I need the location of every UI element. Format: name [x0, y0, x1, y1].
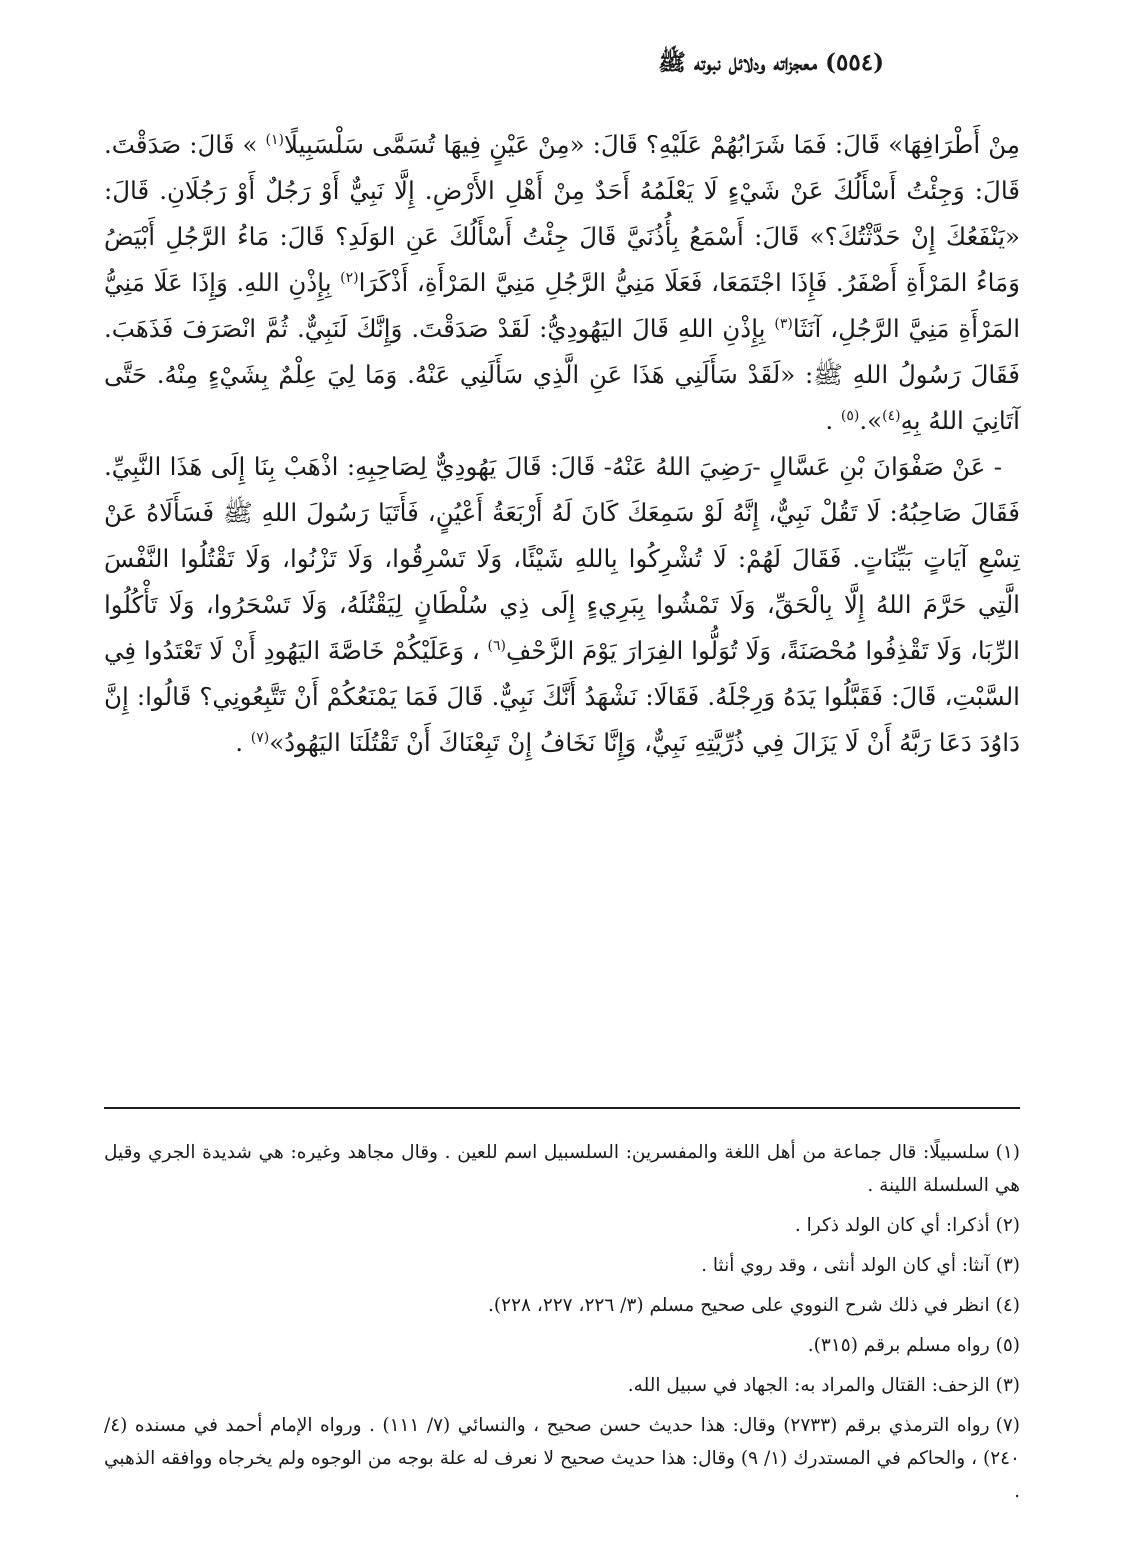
footnote-ref[interactable]: (١): [265, 131, 285, 148]
footnote-text: انظر في ذلك شرح النووي على صحيح مسلم (٣/ ٢٢٦، ٢٢٧، ٢٢٨).: [488, 1295, 990, 1316]
text-run: .: [235, 728, 251, 757]
footnote-ref[interactable]: (٦): [487, 637, 507, 654]
paragraph-continued: [104, 122, 1020, 444]
footnote: [104, 1409, 1020, 1508]
footnote-text: أذكرا: أي كان الولد ذكرا .: [794, 1215, 990, 1236]
text-run: ، وَعَلَيْكُمْ خَاصَّةَ اليَهُودِ أَنْ لَا تَعْتَدُوا فِي السَّبْتِ، قَالَ: فَقَبَّلُوا يَدَهُ وَرِجْلَهُ. فَقَالَا: نَشْهَدُ أَنَّكَ نَبِيٌّ. قَالَ فَمَا يَمْنَعُكُمْ أَنْ تَتَّبِعُونِي؟ قَالُوا: إِنَّ دَاوُدَ دَعَا رَبَّهُ أَنْ لَا يَزَالَ فِي ذُرِّيَّتِهِ نَبِيٌّ، وَإِنَّا نَخَافُ إِنْ تَبِعْنَاكَ أَنْ تَقْتُلَنَا اليَهُودُ»: [104, 636, 1020, 757]
footnote-ref[interactable]: (٤): [882, 407, 901, 424]
footnote-ref[interactable]: (٣): [774, 315, 793, 332]
footnote: [104, 1209, 1020, 1242]
footnotes-section: [104, 1136, 1020, 1515]
footnote-text: سلسبيلًا: قال جماعة من أهل اللغة والمفسرين: السلسبيل اسم للعين . وقال مجاهد وغيره: هي شديدة الجري وقيل هي السلسلة اللينة .: [104, 1142, 1020, 1196]
text-run: بِإِذْنِ اللهِ قَالَ اليَهُودِيُّ: لَقَدْ صَدَقْتَ. وَإِنَّكَ لَنَبِيٌّ. ثُمَّ انْصَرَفَ فَذَهَبَ. فَقَالَ رَسُولُ اللهِ ﷺ: «لَقَدْ سَأَلَنِي هَذَا عَنِ الَّذِي سَأَلَنِي عَنْهُ. وَمَا لِيَ عِلْمٌ بِشَيْءٍ مِنْهُ. حَتَّى آتَانِيَ اللهُ بِهِ: [104, 314, 1020, 435]
footnote: [104, 1369, 1020, 1402]
footnote: [104, 1329, 1020, 1362]
text-run: .: [825, 406, 841, 435]
footnote-number: (٢): [995, 1215, 1020, 1236]
text-run: ».: [859, 406, 883, 435]
footnote-separator: [104, 1107, 1020, 1109]
footnote-number: (٣): [995, 1375, 1020, 1396]
text-run: بِإِذْنِ اللهِ. وَإِذَا عَلَا مَنِيُّ المَرْأَةِ مَنِيَّ الرَّجُلِ، آنَثَا: [104, 268, 1020, 343]
footnote-number: (٤): [995, 1295, 1020, 1316]
text-run: مِنْ أَطْرَافِهَا» قَالَ: فَمَا شَرَابُهُمْ عَلَيْهِ؟ قَالَ: «مِنْ عَيْنٍ فِيهَا تُسَمَّى سَلْسَبِيلًا: [284, 130, 1020, 159]
footnote: [104, 1289, 1020, 1322]
footnote-number: (٧): [995, 1415, 1020, 1436]
footnote-text: رواه الترمذي برقم (٢٧٣٣) وقال: هذا حديث حسن صحيح ، والنسائي (٧/ ١١١) . ورواه الإمام أحمد في مسنده (٤/ ٢٤٠) ، والحاكم في المستدرك (١/ ٩) وقال: هذا حديث صحيح لا نعرف له علة بوجه من الوجوه ولم يخرجاه ووافقه الذهبي .: [104, 1415, 1020, 1502]
footnote-number: (٣): [995, 1255, 1020, 1276]
footnote-text: رواه مسلم برقم (٣١٥).: [807, 1335, 990, 1356]
running-header: [90, 48, 884, 82]
footnote: [104, 1249, 1020, 1282]
footnote-number: (٥): [995, 1335, 1020, 1356]
text-run: » قَالَ: صَدَقْتَ. قَالَ: وَجِئْتُ أَسْأَلُكَ عَنْ شَيْءٍ لَا يَعْلَمُهُ أَحَدٌ مِنْ أَهْلِ الأَرْضِ. إِلَّا نَبِيٌّ أَوْ رَجُلٌ أَوْ رَجُلَانِ. قَالَ: «يَنْفَعُكَ إِنْ حَدَّثْتُكَ؟» قَالَ: أَسْمَعُ بِأُذُنَيَّ قَالَ جِئْتُ أَسْأَلُكَ عَنِ الوَلَدِ؟ قَالَ: مَاءُ الرَّجُلِ أَبْيَضُ وَمَاءُ المَرْأَةِ أَصْفَرُ. فَإِذَا اجْتَمَعَا، فَعَلَا مَنِيُّ الرَّجُلِ مَنِيَّ المَرْأَةِ، أَذْكَرَا: [104, 130, 1020, 297]
footnote-ref[interactable]: (٧): [250, 729, 270, 746]
footnote-ref[interactable]: (٢): [340, 269, 359, 286]
footnote: [104, 1136, 1020, 1202]
running-title: (٥٥٤) معجزاته ودلائل نبوته ﷺ: [658, 49, 884, 76]
footnote-ref[interactable]: (٥): [840, 407, 860, 424]
footnote-text: الزحف: القتال والمراد به: الجهاد في سبيل الله.: [627, 1375, 990, 1396]
footnote-number: (١): [995, 1142, 1020, 1163]
main-text: [104, 122, 1020, 766]
text-run: - عَنْ صَفْوَانَ بْنِ عَسَّالٍ -رَضِيَ اللهُ عَنْهُ- قَالَ: قَالَ يَهُودِيٌّ لِصَاحِبِهِ: اذْهَبْ بِنَا إِلَى هَذَا النَّبِيِّ. فَقَالَ صَاحِبُهُ: لَا تَقُلْ نَبِيٌّ، إِنَّهُ لَوْ سَمِعَكَ كَانَ لَهُ أَرْبَعَةُ أَعْيُنٍ، فَأَتَيَا رَسُولَ اللهِ ﷺ فَسَأَلَاهُ عَنْ تِسْعِ آيَاتٍ بَيِّنَاتٍ. فَقَالَ لَهُمْ: لَا تُشْرِكُوا بِاللهِ شَيْئًا، وَلَا تَسْرِقُوا، وَلَا تَزْنُوا، وَلَا تَقْتُلُوا النَّفْسَ الَّتِي حَرَّمَ اللهُ إِلَّا بِالْحَقِّ، وَلَا تَمْشُوا بِبَرِيءٍ إِلَى ذِي سُلْطَانٍ لِيَقْتُلَهُ، وَلَا تَسْحَرُوا، وَلَا تَأْكُلُوا الرِّبَا، وَلَا تَقْذِفُوا مُحْصَنَةً، وَلَا تُوَلُّوا الفِرَارَ يَوْمَ الزَّحْفِ: [104, 452, 1020, 665]
paragraph-hadith: [104, 444, 1020, 766]
footnote-text: آنثا: أي كان الولد أنثى ، وقد روي أنثا .: [701, 1255, 990, 1276]
